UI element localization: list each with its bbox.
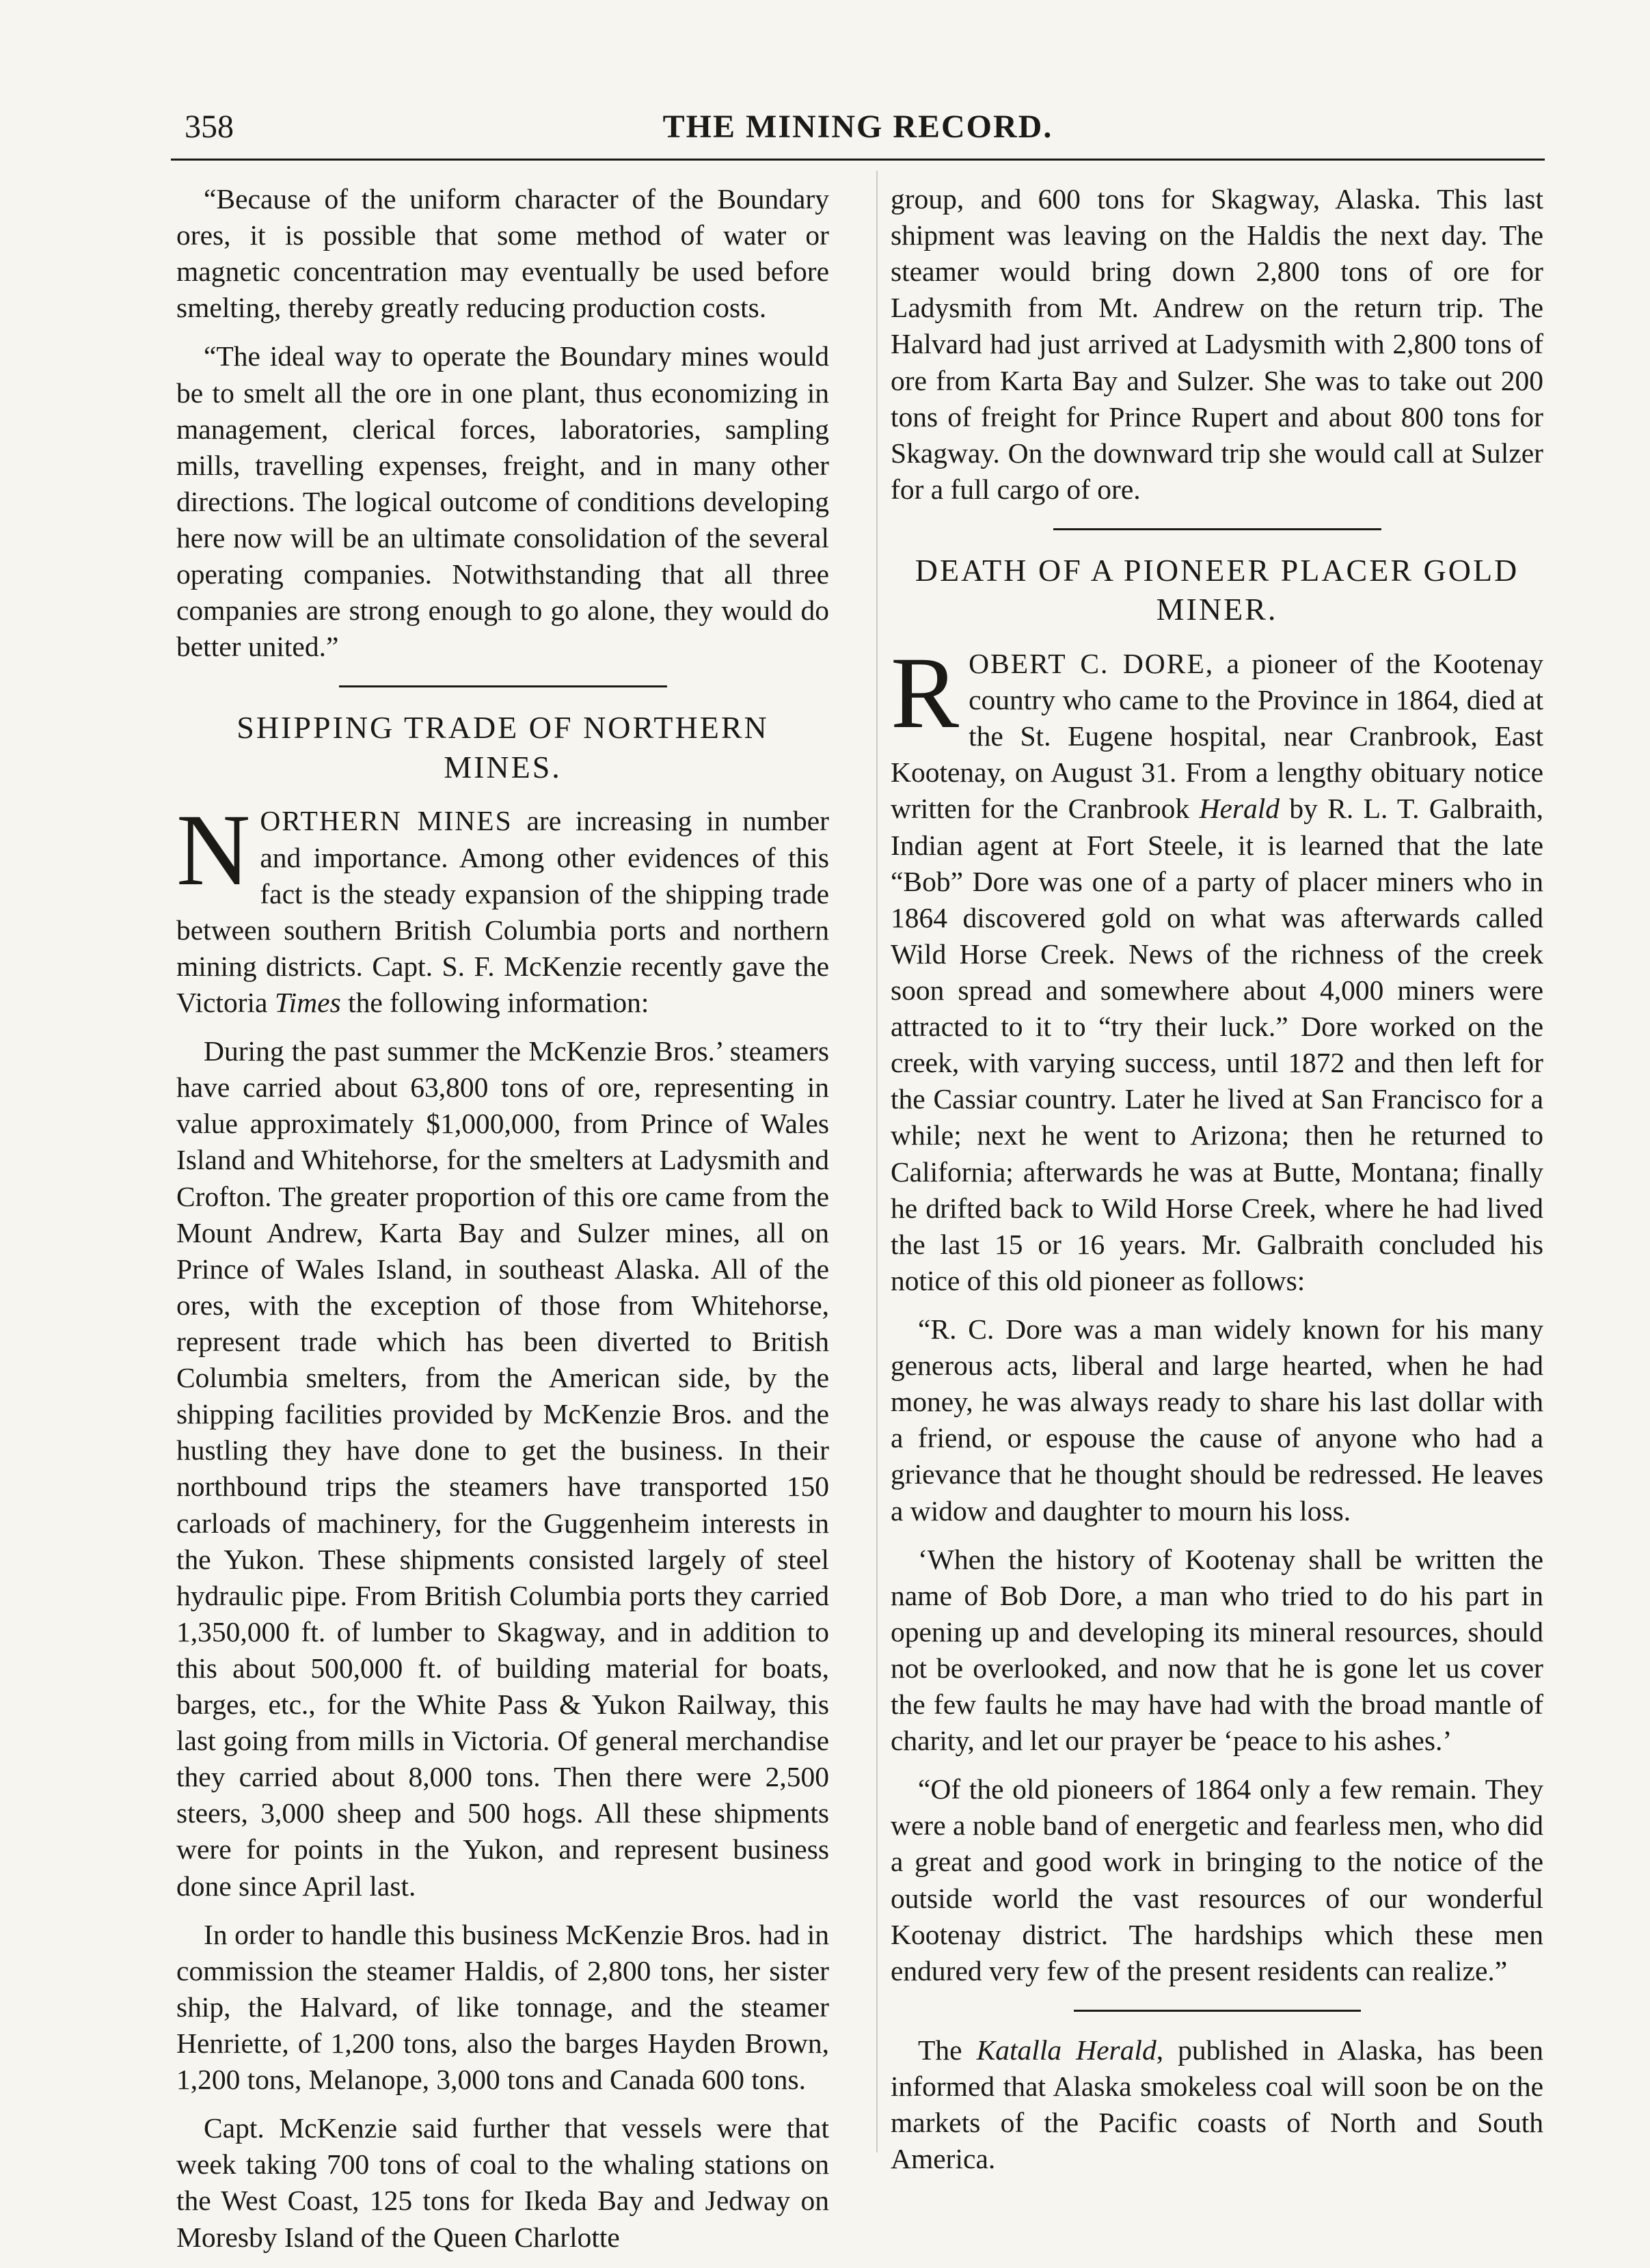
intro-text: are increasing in number and importance. Among other evidences of this fact is the steady expansion of the shipping trade between southern British Columbia ports and northern mining districts. Capt. S. F. McKenzie recently gave the Victoria: [176, 805, 830, 1018]
katalla-note: [891, 2032, 1543, 2177]
intro-text-end: by R. L. T. Galbraith, Indian agent at Fort Steele, it is learned that the late “Bob” Dore was one of a party of placer miners who in 1864 discovered gold on what was afterwards called Wild Horse Creek. News of the richness of the creek soon spread and somewhere about 4,000 miners were attracted to it to “try their luck.” Dore worked on the creek, with varying success, until 1872 and then left for the Cassiar country. Later he lived at San Francisco for a while; next he went to Arizona; then he returned to California; afterwards he was at Butte, Montana; finally he drifted back to Wild Horse Creek, where he had lived the last 15 or 16 years. Mr. Galbraith concluded his notice of this old pioneer as follows:: [891, 793, 1543, 1296]
page-number: 358: [185, 109, 234, 145]
shipping-heading: SHIPPING TRADE OF NORTHERN MINES.: [236, 710, 769, 784]
right-column: [891, 181, 1543, 2189]
column-divider: [876, 171, 878, 2153]
intro-text: a pioneer of the Kootenay country who came to the Province in 1864, died at the St. Eugene hospital, near Cranbrook, East Kootenay, on August 31. From a lengthy obituary notice written for the Cranbrook: [891, 647, 1543, 825]
shipping-paragraph-3-continued: group, and 600 tons for Skagway, Alaska. This last shipment was leaving on the Haldis the next day. The steamer would bring down 2,800 tons of ore for Ladysmith from Mt. Andrew on the return trip. The Halvard had just arrived at Ladysmith with 2,800 tons of ore from Karta Bay and Sulzer. She was to take out 200 tons of freight for Prince Rupert and about 800 tons for Skagway. On the downward trip she would call at Sulzer for a full cargo of ore.: [891, 183, 1543, 505]
header-rule: [171, 159, 1545, 161]
section-rule: [1074, 2010, 1361, 2012]
katalla-text: The: [918, 2034, 977, 2066]
death-quote-1: “R. C. Dore was a man widely known for his many generous acts, liberal and large hearted, when he had money, he was always ready to share his last dollar with a friend, or espouse the cause of anyone who had a grievance that he thought should be redressed. He leaves a widow and daughter to mourn his loss.: [891, 1313, 1543, 1527]
quote-paragraph-2: “The ideal way to operate the Boundary mines would be to smelt all the ore in one plant, thus economizing in management, clerical forces, laboratories, sampling mills, travelling expenses, freight, and in many other directions. The logical outcome of conditions developing here now will be an ultimate consolidation of the several operating companies. Notwithstanding that all three companies are strong enough to go alone, they would do better united.”: [176, 340, 829, 663]
death-intro: [891, 636, 1543, 1299]
shipping-paragraph-3: Capt. McKenzie said further that vessels were that week taking 700 tons of coal to the whaling stations on the West Coast, 125 tons for Ikeda Bay and Jedway on Moresby Island of the Queen Charlotte: [176, 2112, 829, 2253]
quote-paragraph-1: “Because of the uniform character of the Boundary ores, it is possible that some method of water or magnetic concentration may eventually be used before smelting, thereby greatly reducing production costs.: [176, 183, 829, 324]
death-heading: DEATH OF A PIONEER PLACER GOLD MINER.: [915, 552, 1519, 627]
left-column: [176, 181, 829, 2268]
lead-words: ORTHERN MINES: [260, 805, 513, 837]
herald-name: Herald: [1199, 793, 1280, 825]
drop-cap: R: [891, 636, 960, 750]
drop-cap: N: [176, 793, 251, 907]
death-quote-2: ‘When the history of Kootenay shall be written the name of Bob Dore, a man who tried to do his part in opening up and developing its mineral resources, should not be overlooked, and now that he is gone let us cover the few faults he may have had with the broad mantle of charity, and let our prayer be ‘peace to his ashes.’: [891, 1543, 1543, 1757]
times-name: Times: [274, 986, 341, 1018]
katalla-herald-name: Katalla Herald: [976, 2034, 1157, 2066]
section-rule: [1053, 528, 1381, 530]
katalla-text-end: , published in Alaska, has been informed that Alaska smokeless coal will soon be on the markets of the Pacific coasts of North and South America.: [891, 2034, 1543, 2175]
death-quote-3: “Of the old pioneers of 1864 only a few remain. They were a noble band of energetic and fearless men, who did a great and good work in bringing to the notice of the outside world the vast resources of our wonderful Kootenay district. The hardships which these men endured very few of the present residents can realize.”: [891, 1773, 1543, 1986]
page-header: [171, 103, 1545, 150]
lead-words: OBERT C. DORE,: [969, 647, 1215, 679]
shipping-paragraph-1: During the past summer the McKenzie Bros.’ steamers have carried about 63,800 tons of ore, representing in value approximately $1,000,000, from Prince of Wales Island and Whitehorse, for the smelters at Ladysmith and Crofton. The greater proportion of this ore came from the Mount Andrew, Karta Bay and Sulzer mines, all on Prince of Wales Island, in southeast Alaska. All of the ores, with the exception of those from Whitehorse, represent trade which has been diverted to British Columbia smelters, from the American side, by the shipping facilities provided by McKenzie Bros. and the hustling they have done to get the business. In their northbound trips the steamers have transported 150 carloads of machinery, for the Guggenheim interests in the Yukon. These shipments consisted largely of steel hydraulic pipe. From British Columbia ports they carried 1,350,000 ft. of lumber to Skagway, and in addition to this about 500,000 ft. of building material for boats, barges, etc., for the White Pass & Yukon Railway, this last going from mills in Victoria. Of general merchandise they carried about 8,000 tons. Then there were 2,500 steers, 3,000 sheep and 500 hogs. All these shipments were for points in the Yukon, and represent business done since April last.: [176, 1035, 829, 1902]
intro-text-end: the following information:: [340, 986, 649, 1018]
section-rule: [339, 685, 667, 687]
shipping-intro: [176, 793, 830, 1021]
shipping-paragraph-2: In order to handle this business McKenzie Bros. had in commission the steamer Haldis, of 2,800 tons, her sister ship, the Halvard, of like tonnage, and the steamer Henriette, of 1,200 tons, also the barges Hayden Brown, 1,200 tons, Melanope, 3,000 tons and Canada 600 tons.: [176, 1918, 829, 2096]
running-title: THE MINING RECORD.: [662, 109, 1053, 145]
